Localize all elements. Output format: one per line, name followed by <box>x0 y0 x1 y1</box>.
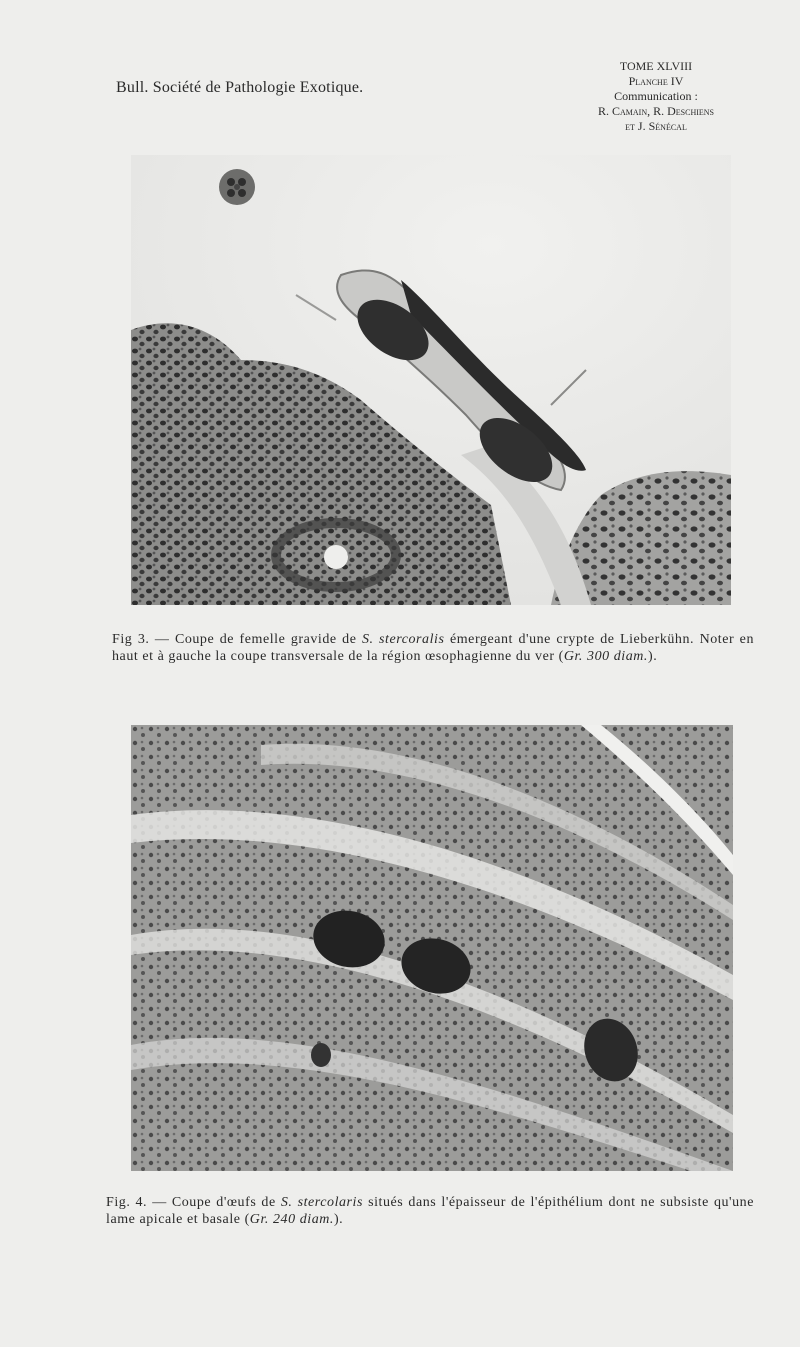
figure-4-magnification: Gr. 240 diam. <box>249 1212 334 1227</box>
figure-4-species: S. stercolaris <box>280 1195 363 1210</box>
figure-3-species: S. stercoralis <box>361 632 445 647</box>
plate-header <box>556 59 756 134</box>
figure-3-caption-end: ). <box>647 649 658 664</box>
figure-4-caption-end: ). <box>333 1212 344 1227</box>
figure-4-micrograph <box>131 725 733 1171</box>
tome-number: TOME XLVIII <box>619 59 693 73</box>
figure-3-micrograph <box>131 155 731 605</box>
authors-line-1: R. Camain, R. Deschiens <box>597 104 714 118</box>
figure-3-caption-body: émergeant d'une crypte de Lieberkühn. Noter en haut et à gauche la coupe transversale de la région œsophagienne du ver ( <box>112 632 754 664</box>
communication-label: Communication : <box>614 89 698 103</box>
figure-4-caption-prefix: Fig. 4. — Coupe d'œufs de <box>106 1195 281 1210</box>
authors-line-2: et J. Sénécal <box>625 119 687 133</box>
figure-4-caption <box>106 1194 754 1228</box>
planche-number: Planche IV <box>628 74 684 88</box>
journal-title: Bull. Société de Pathologie Exotique. <box>116 79 364 96</box>
figure-3-caption <box>112 631 754 665</box>
figure-3-caption-prefix: Fig 3. — Coupe de femelle gravide de <box>112 632 362 647</box>
figure-4-caption-body: situés dans l'épaisseur de l'épithélium dont ne subsiste qu'une lame apicale et basale ( <box>106 1195 754 1227</box>
figure-3-magnification: Gr. 300 diam. <box>563 649 648 664</box>
